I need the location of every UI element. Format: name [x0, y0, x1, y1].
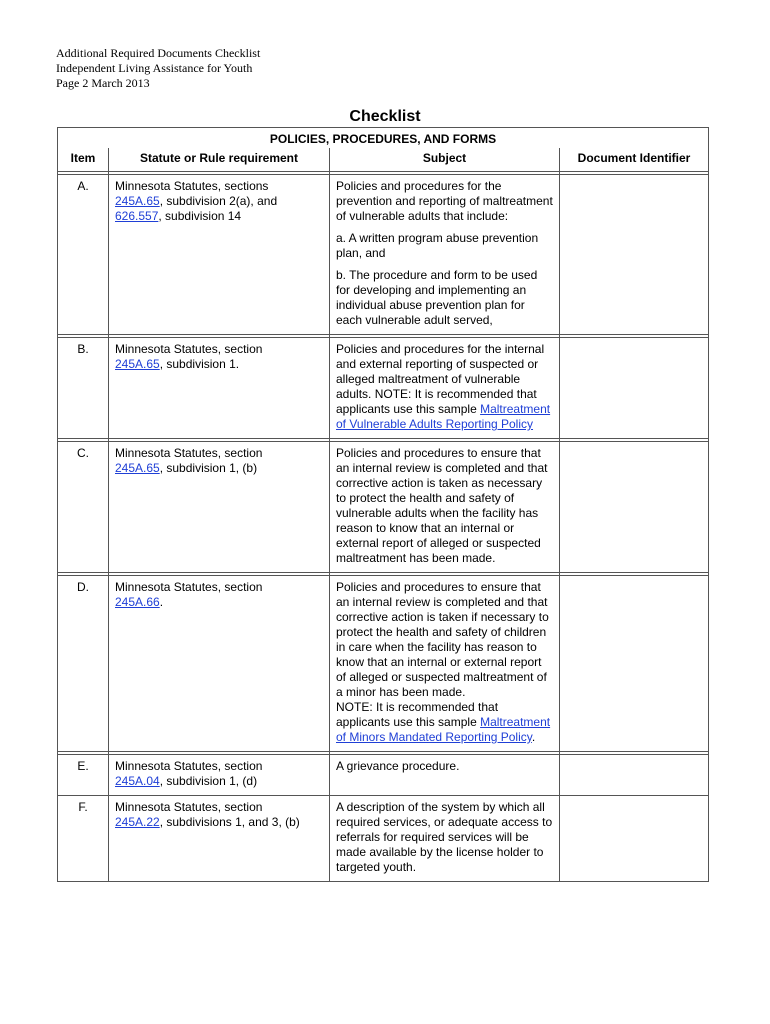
text-run: Minnesota Statutes, sections: [115, 179, 269, 193]
subject-paragraph: [336, 179, 554, 224]
checklist-rows: [58, 175, 709, 882]
text-run: A description of the system by which all required services, or adequate access to referrals for required services will be made available by the license holder to targeted youth.: [336, 800, 553, 874]
reference-link[interactable]: 245A.04: [115, 774, 160, 788]
text-run: Policies and procedures to ensure that an internal review is completed and that corrective action is taken as necessary to protect the health and safety of vulnerable adults when the facility has reason to know that an internal or external report of alleged or suspected maltreatment has been made.: [336, 446, 548, 565]
reference-link[interactable]: Maltreatment of Minors Mandated Reporting Policy: [336, 715, 551, 744]
document-identifier-cell[interactable]: [560, 442, 709, 573]
reference-link[interactable]: 245A.66: [115, 595, 160, 609]
reference-link[interactable]: 245A.65: [115, 461, 160, 475]
text-run: a. A written program abuse prevention plan, and: [336, 231, 539, 260]
statute-cell: [109, 796, 330, 882]
table-row: [58, 755, 709, 796]
item-label: D.: [58, 576, 109, 752]
text-run: Policies and procedures for the internal and external reporting of suspected or alleged maltreatment of vulnerable adults. NOTE: It is recommended that applicants use this sample: [336, 342, 545, 416]
text-run: .: [531, 730, 536, 744]
reference-link[interactable]: Maltreatment of Vulnerable Adults Reporting Policy: [336, 402, 551, 431]
table-row: [58, 338, 709, 439]
table-row: [58, 796, 709, 882]
subject-paragraph: [336, 231, 554, 261]
subject-cell: [330, 175, 560, 335]
column-header-statute: Statute or Rule requirement: [109, 148, 330, 172]
text-run: Policies and procedures for the prevention and reporting of maltreatment of vulnerable adults that include:: [336, 179, 553, 223]
subject-cell: [330, 442, 560, 573]
subject-paragraph: [336, 446, 554, 566]
text-run: Minnesota Statutes, section: [115, 800, 263, 814]
reference-link[interactable]: 245A.65: [115, 357, 160, 371]
subject-paragraph: [336, 800, 554, 875]
subject-paragraph: [336, 342, 554, 432]
checklist-table: [57, 127, 709, 882]
column-header-identifier: Document Identifier: [560, 148, 709, 172]
text-run: , subdivision 1, (b): [159, 461, 258, 475]
header-program-name: Independent Living Assistance for Youth: [56, 61, 253, 75]
item-label: F.: [58, 796, 109, 882]
subject-cell: [330, 755, 560, 796]
table-row: [58, 576, 709, 752]
document-identifier-cell[interactable]: [560, 175, 709, 335]
subject-cell: [330, 576, 560, 752]
item-label: C.: [58, 442, 109, 573]
table-row: [58, 442, 709, 573]
reference-link[interactable]: 245A.65: [115, 194, 160, 208]
subject-paragraph: [336, 580, 554, 745]
text-run: b. The procedure and form to be used for developing and implementing an individual abuse prevention plan for each vulnerable adult served,: [336, 268, 538, 327]
reference-link[interactable]: 245A.22: [115, 815, 160, 829]
text-run: , subdivisions 1, and 3, (b): [159, 815, 300, 829]
subject-paragraph: [336, 759, 554, 774]
column-header-item: Item: [58, 148, 109, 172]
checklist-title: Checklist: [349, 108, 421, 125]
header-doc-name: Additional Required Documents Checklist: [56, 46, 261, 60]
document-identifier-cell[interactable]: [560, 576, 709, 752]
statute-cell: [109, 442, 330, 573]
statute-cell: [109, 175, 330, 335]
text-run: , subdivision 1, (d): [159, 774, 258, 788]
text-run: .: [159, 595, 164, 609]
statute-cell: [109, 338, 330, 439]
text-run: , subdivision 14: [158, 209, 242, 223]
text-run: Minnesota Statutes, section: [115, 580, 263, 594]
statute-cell: [109, 755, 330, 796]
text-run: Minnesota Statutes, section: [115, 342, 263, 356]
text-run: , subdivision 2(a), and: [159, 194, 278, 208]
subject-cell: [330, 338, 560, 439]
reference-link[interactable]: 626.557: [115, 209, 159, 223]
text-run: Policies and procedures to ensure that an internal review is completed and that corrective action is taken if necessary to protect the health and safety of children in care when the facility has reason to know that an internal or external report of alleged or suspected maltreatment of a minor has been made.: [336, 580, 549, 699]
item-label: B.: [58, 338, 109, 439]
item-label: A.: [58, 175, 109, 335]
text-run: , subdivision 1.: [159, 357, 240, 371]
text-run: Minnesota Statutes, section: [115, 759, 263, 773]
document-identifier-cell[interactable]: [560, 796, 709, 882]
statute-cell: [109, 576, 330, 752]
table-row: [58, 175, 709, 335]
item-label: E.: [58, 755, 109, 796]
page-header: [56, 46, 260, 91]
column-header-subject: Subject: [330, 148, 560, 172]
document-identifier-cell[interactable]: [560, 755, 709, 796]
text-run: NOTE: It is recommended that applicants use this sample: [336, 700, 499, 729]
text-run: Minnesota Statutes, section: [115, 446, 263, 460]
text-run: A grievance procedure.: [336, 759, 460, 773]
subject-cell: [330, 796, 560, 882]
subject-paragraph: [336, 268, 554, 328]
document-identifier-cell[interactable]: [560, 338, 709, 439]
header-page-date: Page 2 March 2013: [56, 76, 150, 90]
section-title: POLICIES, PROCEDURES, AND FORMS: [58, 128, 709, 149]
